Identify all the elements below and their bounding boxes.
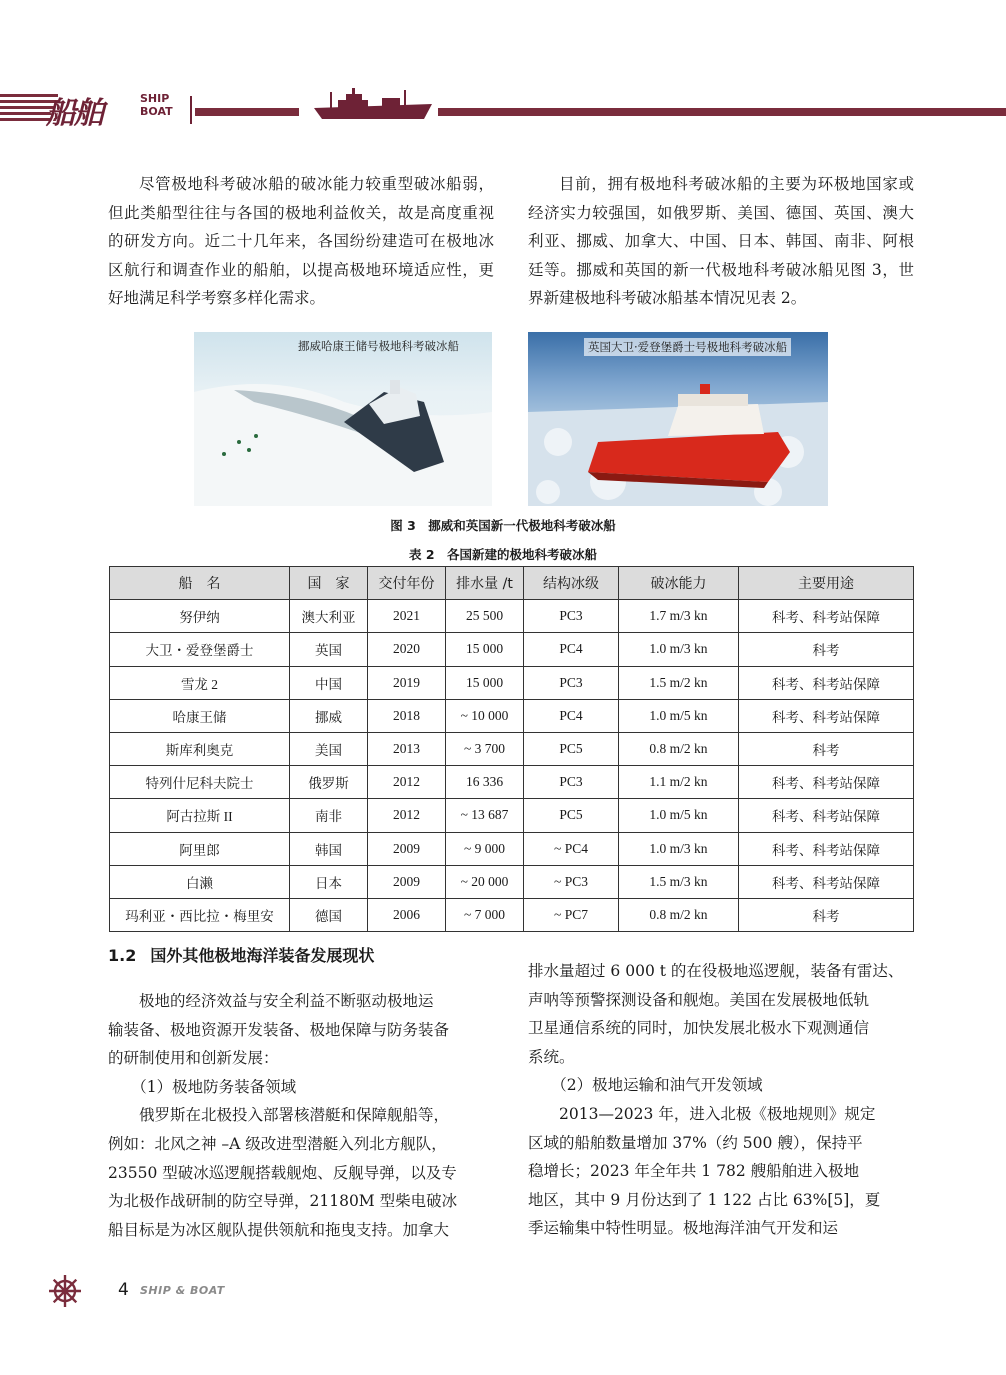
table-cell: 科考、科考站保障 [739,699,914,732]
footer-brand: SHIP & BOAT [140,1284,225,1297]
table-cell: 阿古拉斯 II [110,799,290,832]
table-cell: 2012 [368,766,446,799]
subsection-heading: （2）极地运输和油气开发领域 [528,1076,763,1095]
table-cell: 韩国 [290,832,368,865]
page-number: 4 [118,1280,129,1300]
table-cell: 2019 [368,666,446,699]
table-cell: 16 336 [446,766,524,799]
text-line: 例如：北风之神 –A 级改进型潜艇入列北方舰队， [108,1134,447,1153]
column-header: 船 名 [110,567,290,600]
table-cell: 科考、科考站保障 [739,865,914,898]
table-cell: 2018 [368,699,446,732]
table-cell: PC5 [524,799,619,832]
table-cell: 大卫・爱登堡爵士 [110,633,290,666]
paragraph-right-bottom [528,957,914,1243]
table-row [110,799,914,832]
header-rule-right [438,108,1006,116]
table-row [110,633,914,666]
icebreaker-illustration [194,332,492,506]
table-cell: 科考 [739,898,914,931]
table-cell: 1.7 m/3 kn [619,600,739,633]
paragraph-left-top: 尽管极地科考破冰船的破冰能力较重型破冰船弱，但此类船型往往与各国的极地利益攸关，故是高度重视的研发方向。近二十几年来，各国纷纷建造可在极地冰区航行和调查作业的船舶，以提高极地环境适应性，更好地满足科学考察多样化需求。 [108,175,494,308]
icebreaker-table [109,566,914,932]
table-cell: 科考、科考站保障 [739,832,914,865]
header-rule-left [195,108,299,116]
table-cell: 特列什尼科夫院士 [110,766,290,799]
table-cell: 英国 [290,633,368,666]
text-line: 俄罗斯在北极投入部署核潜艇和保障舰船等， [108,1106,450,1125]
ship-wheel-icon [48,1274,82,1308]
subsection-heading: （1）极地防务装备领域 [108,1077,297,1096]
table-cell: PC4 [524,633,619,666]
text-line: 卫星通信系统的同时，加快发展北极水下观测通信 [528,1019,870,1038]
table-row [110,766,914,799]
table-cell: 15 000 [446,666,524,699]
page-header [0,86,1006,132]
table-cell: 日本 [290,865,368,898]
table-cell: 1.1 m/2 kn [619,766,739,799]
table-cell: 2012 [368,799,446,832]
table-cell: ~ 7 000 [446,898,524,931]
table-row [110,865,914,898]
section-number: 1.2 [108,946,137,965]
text-line: 输装备、极地资源开发装备、极地保障与防务装备 [108,1020,450,1039]
text-line: 声呐等预警探测设备和舰炮。美国在发展极地低轨 [528,990,870,1009]
table-header-row [110,567,914,600]
text-line: 季运输集中特性明显。极地海洋油气开发和运 [528,1219,839,1238]
table-cell: ~ 10 000 [446,699,524,732]
table-cell: 1.0 m/5 kn [619,699,739,732]
table-row [110,666,914,699]
photo2-caption: 英国大卫·爱登堡爵士号极地科考破冰船 [584,338,791,356]
table-cell: 阿里郎 [110,832,290,865]
table-cell: 2013 [368,732,446,765]
table-cell: 白濑 [110,865,290,898]
table-row [110,600,914,633]
table-cell: 科考、科考站保障 [739,600,914,633]
table-body [110,600,914,932]
table-cell: 科考、科考站保障 [739,666,914,699]
table-cell: 德国 [290,898,368,931]
table-cell: 1.0 m/5 kn [619,799,739,832]
text-line: 区域的船舶数量增加 37%（约 500 艘），保持平 [528,1133,863,1152]
column-header: 破冰能力 [619,567,739,600]
table-cell: 1.0 m/3 kn [619,832,739,865]
text-line: 的研制使用和创新发展： [108,1049,279,1068]
photo1-caption: 挪威哈康王储号极地科考破冰船 [298,339,459,353]
table-cell: 2009 [368,832,446,865]
table-cell: PC4 [524,699,619,732]
table-cell: 玛利亚・西比拉・梅里安 [110,898,290,931]
table-cell: 0.8 m/2 kn [619,898,739,931]
table-cell: 斯库利奥克 [110,732,290,765]
table-cell: ~ 20 000 [446,865,524,898]
column-header: 交付年份 [368,567,446,600]
table-cell: ~ PC3 [524,865,619,898]
table-cell: 1.0 m/3 kn [619,633,739,666]
table-cell: 澳大利亚 [290,600,368,633]
ship-silhouette-icon [312,86,434,120]
column-header: 主要用途 [739,567,914,600]
section-title: 国外其他极地海洋装备发展现状 [150,946,375,965]
table-cell: 1.5 m/3 kn [619,865,739,898]
text-line: 船目标是为冰区舰队提供领航和拖曳支持。加拿大 [108,1220,450,1239]
text-line: 为北极作战研制的防空导弹，21180M 型柴电破冰 [108,1192,458,1211]
paragraph-left-bottom [108,987,494,1244]
table-cell: 中国 [290,666,368,699]
header-divider [190,96,192,124]
photo-norwegian-icebreaker [194,332,492,506]
journal-logo: 船舶 [46,96,102,131]
text-line: 地区，其中 9 月份达到了 1 122 占比 63%[5]，夏 [528,1190,881,1209]
text-line: 排水量超过 6 000 t 的在役极地巡逻舰，装备有雷达、 [528,962,904,980]
table-cell: 2021 [368,600,446,633]
table-row [110,732,914,765]
text-line: 系统。 [528,1047,575,1066]
table-cell: 25 500 [446,600,524,633]
table-cell: 0.8 m/2 kn [619,732,739,765]
paragraph-right-top: 目前，拥有极地科考破冰船的主要为环极地国家或经济实力较强国，如俄罗斯、美国、德国、英国、澳大利亚、挪威、加拿大、中国、日本、韩国、南非、阿根廷等。挪威和英国的新一代极地科考破冰船见图 3，世界新建极地科考破冰船基本情况见表 2。 [528,175,914,308]
column-header: 国 家 [290,567,368,600]
table-cell: 科考 [739,633,914,666]
figure-caption: 图 3 挪威和英国新一代极地科考破冰船 [390,518,616,533]
text-line: 稳增长；2023 年全年共 1 782 艘船舶进入极地 [528,1162,860,1181]
table-row [110,898,914,931]
journal-logo-english: SHIP BOAT [140,92,173,118]
table-cell: 雪龙 2 [110,666,290,699]
photo-uk-icebreaker [528,332,828,506]
table-cell: PC3 [524,600,619,633]
table-cell: PC3 [524,666,619,699]
section-heading [108,943,374,966]
table-caption: 表 2 各国新建的极地科考破冰船 [408,547,598,562]
table-row [110,699,914,732]
table-cell: 2020 [368,633,446,666]
table-cell: ~ PC4 [524,832,619,865]
column-header: 结构冰级 [524,567,619,600]
table-cell: ~ PC7 [524,898,619,931]
table-cell: ~ 3 700 [446,732,524,765]
table-row [110,832,914,865]
table-cell: 15 000 [446,633,524,666]
icebreaker-illustration [528,332,828,506]
table-cell: ~ 13 687 [446,799,524,832]
table-cell: ~ 9 000 [446,832,524,865]
table-cell: 努伊纳 [110,600,290,633]
table-cell: 2009 [368,865,446,898]
table-cell: 哈康王储 [110,699,290,732]
table-cell: 俄罗斯 [290,766,368,799]
text-line: 极地的经济效益与安全利益不断驱动极地运 [108,992,434,1010]
table-cell: 挪威 [290,699,368,732]
table-cell: 南非 [290,799,368,832]
column-header: 排水量 /t [446,567,524,600]
table-cell: PC5 [524,732,619,765]
table-cell: 2006 [368,898,446,931]
table-cell: 美国 [290,732,368,765]
text-line: 2013—2023 年，进入北极《极地规则》规定 [528,1104,876,1123]
table-cell: 科考、科考站保障 [739,799,914,832]
text-line: 23550 型破冰巡逻舰搭载舰炮、反舰导弹，以及专 [108,1163,457,1182]
table-cell: 科考 [739,732,914,765]
table-cell: 1.5 m/2 kn [619,666,739,699]
table-cell: PC3 [524,766,619,799]
table-cell: 科考、科考站保障 [739,766,914,799]
